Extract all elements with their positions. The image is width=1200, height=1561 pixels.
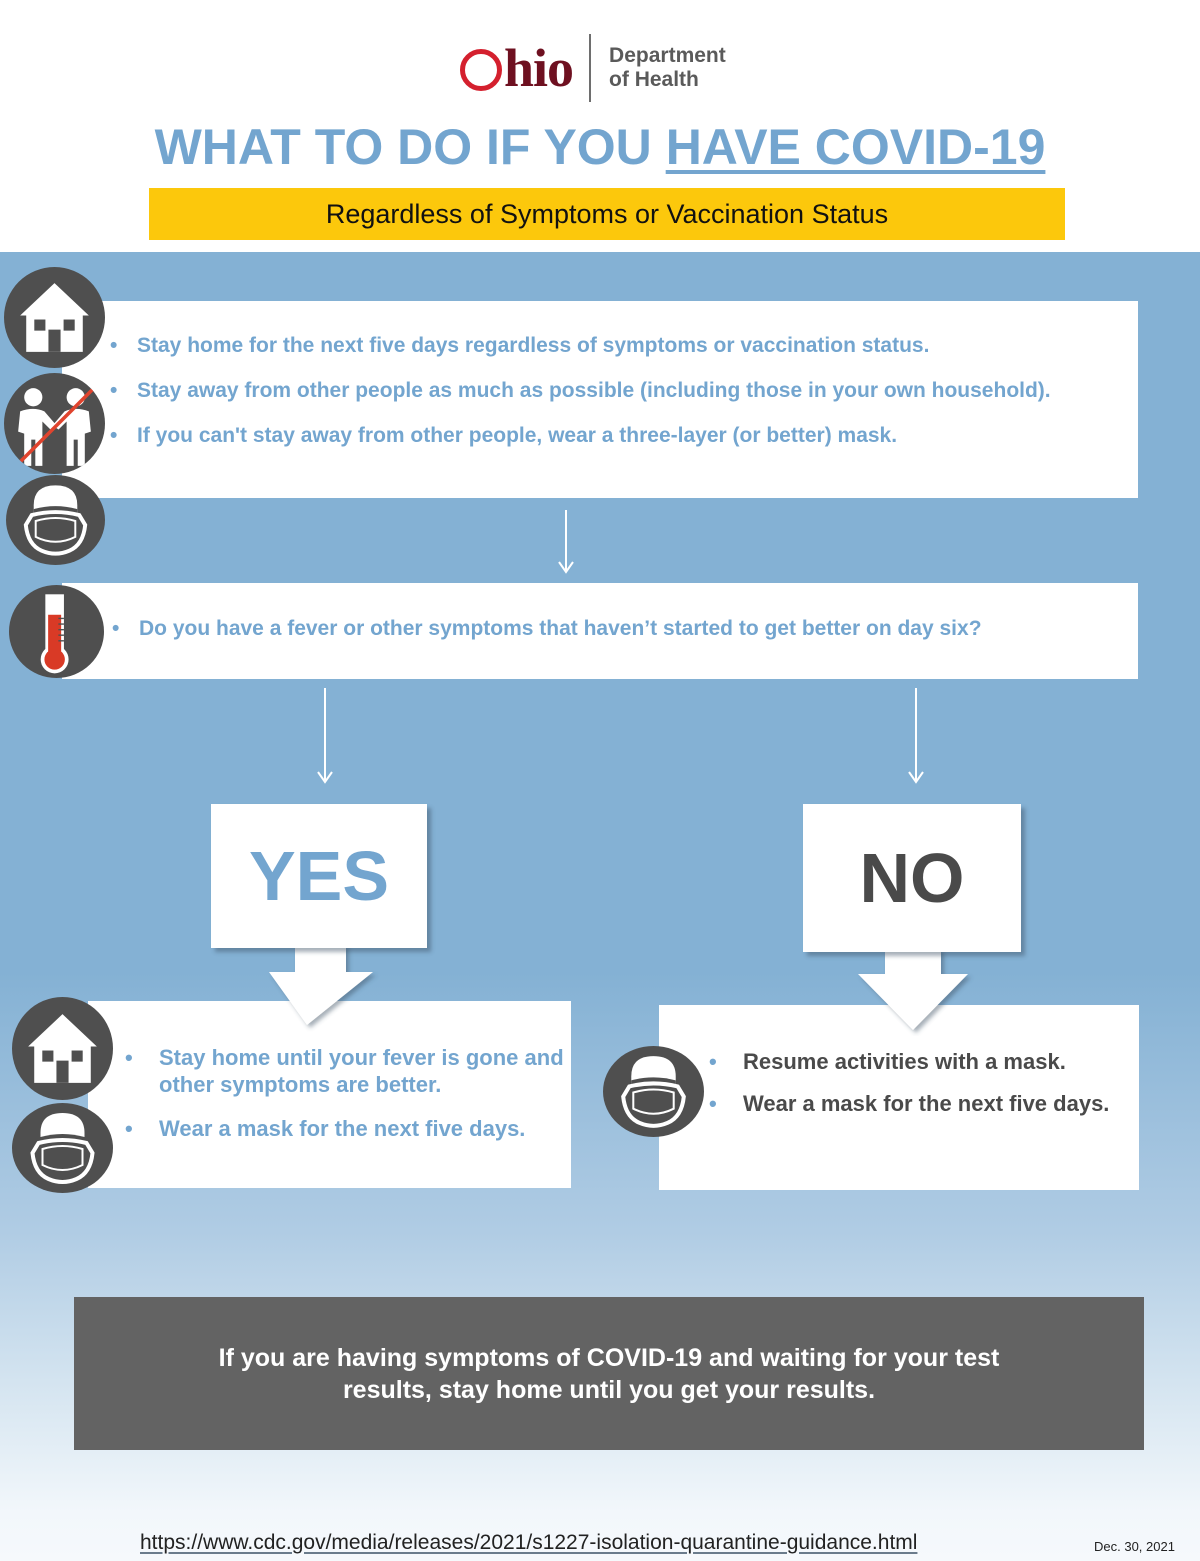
logo-ohio-wordmark xyxy=(460,37,573,99)
step1-bullet-stay-home: • Stay home for the next five days regardless of symptoms or vaccination status. xyxy=(137,332,1097,360)
no-bullet-list xyxy=(743,1048,1123,1132)
step1-bullet-list xyxy=(137,332,1097,467)
title-part1: WHAT TO DO IF YOU xyxy=(154,119,666,175)
flow-arrow-down-yes xyxy=(315,688,335,784)
step2-question-box xyxy=(62,583,1138,679)
yes-bullet-list xyxy=(159,1044,569,1159)
no-contact-icon xyxy=(4,373,105,474)
yes-label: YES xyxy=(211,804,427,948)
step2-question-text: • Do you have a fever or other symptoms that haven’t started to get better on day six? xyxy=(139,615,982,643)
face-mask-icon xyxy=(6,475,105,565)
publication-date: Dec. 30, 2021 xyxy=(1094,1539,1175,1554)
page-title xyxy=(0,118,1200,176)
no-bullet-resume: • Resume activities with a mask. xyxy=(743,1048,1123,1076)
logo-ohio-text: hio xyxy=(504,38,574,98)
step1-bullet-mask: • If you can't stay away from other people, wear a three-layer (or better) mask. xyxy=(137,422,1097,450)
yes-bullet-mask: • Wear a mask for the next five days. xyxy=(159,1115,569,1142)
step1-bullet-stay-away: • Stay away from other people as much as possible (including those in your own household). xyxy=(137,377,1097,405)
flow-arrow-down-1 xyxy=(556,510,576,574)
house-icon xyxy=(12,997,113,1100)
face-mask-icon xyxy=(603,1046,704,1137)
yes-bullet-stay-home: • Stay home until your fever is gone and other symptoms are better. xyxy=(159,1044,569,1098)
arrow-head-icon xyxy=(556,560,576,574)
yes-callout xyxy=(211,804,431,1026)
ohio-department-of-health-logo xyxy=(460,33,726,103)
no-label: NO xyxy=(803,804,1021,952)
no-bullet-mask: • Wear a mask for the next five days. xyxy=(743,1090,1123,1118)
thermometer-icon xyxy=(9,585,104,678)
title-part2-underlined: HAVE COVID-19 xyxy=(665,119,1046,175)
arrow-head-icon xyxy=(906,770,926,784)
face-mask-icon xyxy=(12,1103,113,1193)
logo-dept-line2: of Health xyxy=(609,68,699,91)
step2-bullet-list xyxy=(139,615,982,643)
arrow-head-icon xyxy=(315,770,335,784)
cdc-source-link[interactable]: https://www.cdc.gov/media/releases/2021/s1227-isolation-quarantine-guidance.html xyxy=(140,1531,918,1554)
logo-dept-line1: Department xyxy=(609,44,726,67)
logo-divider xyxy=(589,34,591,102)
logo-o-ring-icon xyxy=(460,49,502,91)
test-results-notice xyxy=(74,1297,1144,1450)
step1-instructions-box xyxy=(62,301,1138,498)
no-callout xyxy=(803,804,1023,1030)
flow-arrow-down-no xyxy=(906,688,926,784)
subtitle-banner xyxy=(149,188,1065,240)
notice-text: If you are having symptoms of COVID-19 and waiting for your test results, stay home until you get your results. xyxy=(218,1343,1000,1404)
subtitle-text: Regardless of Symptoms or Vaccination Status xyxy=(325,198,889,229)
house-icon xyxy=(4,267,105,368)
logo-department-text xyxy=(609,44,726,92)
